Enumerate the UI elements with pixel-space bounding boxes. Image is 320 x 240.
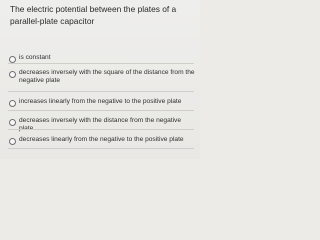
answer-option-label: decreases inversely with the distance from the negative xyxy=(19,117,181,124)
divider xyxy=(8,63,194,64)
radio-button[interactable] xyxy=(9,100,16,107)
answer-option-label: increases linearly from the negative to the positive plate xyxy=(19,98,182,105)
divider xyxy=(8,91,194,92)
divider xyxy=(8,129,194,130)
divider xyxy=(8,148,194,149)
radio-button[interactable] xyxy=(9,119,16,126)
radio-button[interactable] xyxy=(9,138,16,145)
answer-option-5[interactable] xyxy=(9,136,197,145)
answer-option-label: decreases inversely with the square of the distance from the negative plate xyxy=(19,69,195,85)
answer-option-2[interactable] xyxy=(9,69,197,86)
question-text: The electric potential between the plates of a parallel-plate capacitor xyxy=(10,4,177,26)
answer-option-4[interactable] xyxy=(9,117,197,134)
answer-option-label: decreases linearly from the negative to the positive plate xyxy=(19,136,184,143)
answer-option-label: is constant xyxy=(19,54,51,61)
divider xyxy=(8,110,194,111)
question-card xyxy=(0,0,200,159)
answer-option-3[interactable] xyxy=(9,98,197,107)
answer-option-1[interactable] xyxy=(9,54,197,63)
radio-button[interactable] xyxy=(9,56,16,63)
radio-button[interactable] xyxy=(9,71,16,78)
